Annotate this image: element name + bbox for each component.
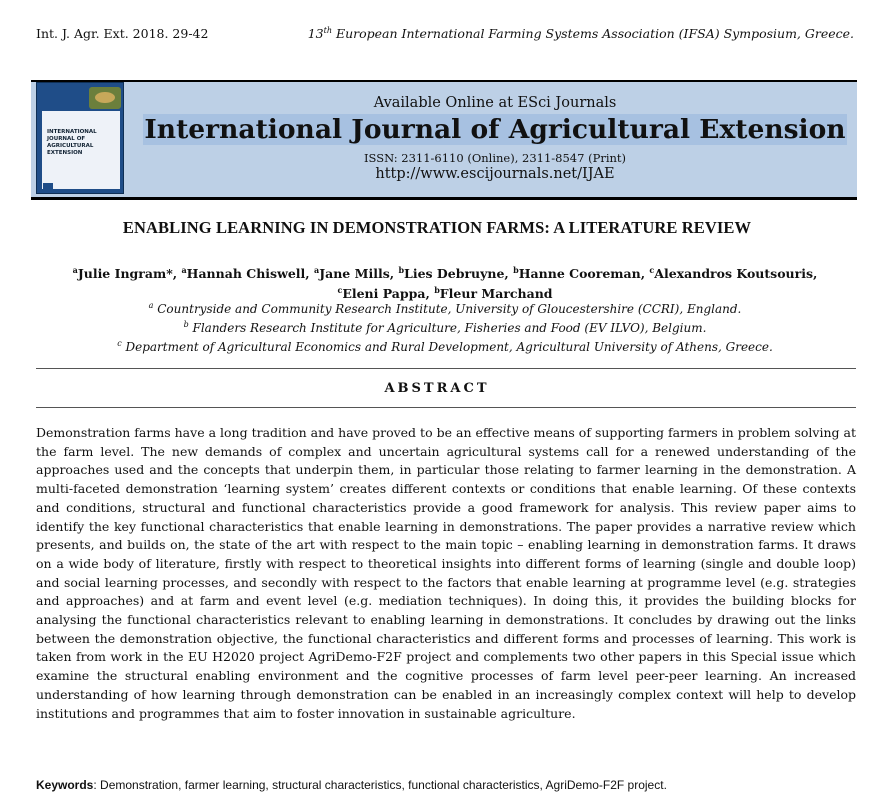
abstract-body: Demonstration farms have a long tradition and have proved to be an effective means of supporting farmers in problem solving at the farm level. The new demands of complex and uncertain agricultural systems call for a renewed understanding of the approaches used and the concepts that underpin them, in particular those relating to farmer learning in the demonstration. A multi-faceted demonstration ‘learning system’ creates different contexts or conditions that enable learning. Of these contexts and conditions, structural and functional characteristics provide a good framework for analysis. This review paper aims to identify the key functional characteristics that enable learning in demonstrations. The paper provides a narrative review which presents, and builds on, the state of the art with respect to the main topic – enabling learning in demonstration farms. It draws on a wide body of literature, firstly with respect to theoretical insights into different forms of learning (single and double loop) and social learning processes, and secondly with respect to the factors that enable learning at programme level (e.g. strategies and approaches) and at farm and event level (e.g. mediation techniques). In doing this, it provides the building blocks for analysing the functional characteristics relevant to enabling learning in demonstrations. It concludes by drawing out the links between the demonstration objective, the functional characteristics and different forms and processes of learning. This work is taken from work in the EU H2020 project AgriDemo-F2F project and complements two other papers in this Special issue which examine the structural enabling environment and the cognitive processes of farm level peer-peer learning. An increased understanding of how learning through demonstration can be enabled in an increasingly complex context will help to develop institutions and programmes that aim to foster innovation in sustainable agriculture.	[36, 425, 856, 721]
journal-cover-image	[36, 82, 124, 194]
author-sup: a	[181, 265, 187, 275]
journal-title-text: International Journal of Agricultural Extension	[144, 114, 846, 145]
author-name: Hannah Chiswell,	[186, 266, 315, 282]
author-name: Julie Ingram*,	[77, 266, 182, 282]
author-name: Fleur Marchand	[439, 286, 553, 302]
author-sup: b	[434, 285, 440, 296]
keywords-label: Keywords	[36, 778, 94, 792]
symposium-ordinal: 13	[307, 26, 324, 42]
authors-line1	[40, 262, 850, 282]
author-sup: b	[513, 265, 519, 275]
affiliation-text: Department of Agricultural Economics and Rural Development, Agricultural University of Athens, Greece.	[121, 340, 773, 354]
author-sup: a	[314, 265, 320, 275]
author-sup: b	[398, 265, 405, 275]
symposium-suffix: th	[323, 26, 332, 35]
cover-title-line1: INTERNATIONAL JOURNAL OF	[47, 129, 97, 142]
author-sup: c	[337, 285, 343, 296]
authors	[40, 262, 850, 302]
header-bottom-rule	[31, 197, 857, 200]
keywords	[36, 778, 866, 792]
affiliation-sup: a	[148, 301, 154, 310]
cover-photo	[89, 87, 121, 109]
author-name: Hanne Cooreman,	[518, 266, 650, 282]
author-sup: a	[72, 265, 78, 275]
affiliation-sup: c	[117, 339, 122, 348]
keywords-text: : Demonstration, farmer learning, structural characteristics, functional characteristics, AgriDemo-F2F project.	[93, 778, 667, 792]
author-name: Lies Debruyne,	[404, 266, 514, 282]
affiliation-sup: b	[183, 320, 189, 329]
symposium-line	[308, 26, 854, 41]
running-header	[36, 26, 854, 42]
issn: ISSN: 2311-6110 (Online), 2311-8547 (Print)	[363, 151, 627, 165]
cover-title-line3: EXTENSION	[47, 150, 83, 156]
authors-line2	[40, 282, 850, 302]
author-name: Eleni Pappa,	[342, 286, 435, 302]
available-online: Available Online at ESci Journals	[373, 95, 617, 111]
author-name: Alexandros Koutsouris,	[654, 266, 818, 282]
symposium-text: European International Farming Systems Association (IFSA) Symposium, Greece.	[332, 26, 854, 42]
cover-title-line2: AGRICULTURAL	[47, 143, 94, 149]
author-name: Jane Mills,	[319, 266, 399, 282]
abstract-top-rule	[36, 368, 856, 369]
abstract-heading: ABSTRACT	[384, 381, 490, 396]
paper-title: ENABLING LEARNING IN DEMONSTRATION FARMS: A LITERATURE REVIEW	[122, 218, 752, 237]
abstract-bottom-rule	[36, 407, 856, 408]
cover-title	[47, 129, 117, 157]
journal-title	[134, 115, 856, 145]
affiliation-text: Flanders Research Institute for Agriculture, Fisheries and Food (EV ILVO), Belgium.	[188, 321, 707, 335]
affiliation-text: Countryside and Community Research Institute, University of Gloucestershire (CCRI), England.	[153, 302, 742, 316]
cover-logo-icon	[43, 183, 53, 189]
affiliation-c	[30, 339, 860, 354]
journal-url[interactable]: http://www.escijournals.net/IJAE	[375, 166, 615, 182]
citation: Int. J. Agr. Ext. 2018. 29-42	[36, 26, 209, 41]
affiliation-b	[30, 320, 860, 335]
author-sup: c	[649, 265, 655, 275]
affiliation-a	[30, 301, 860, 316]
